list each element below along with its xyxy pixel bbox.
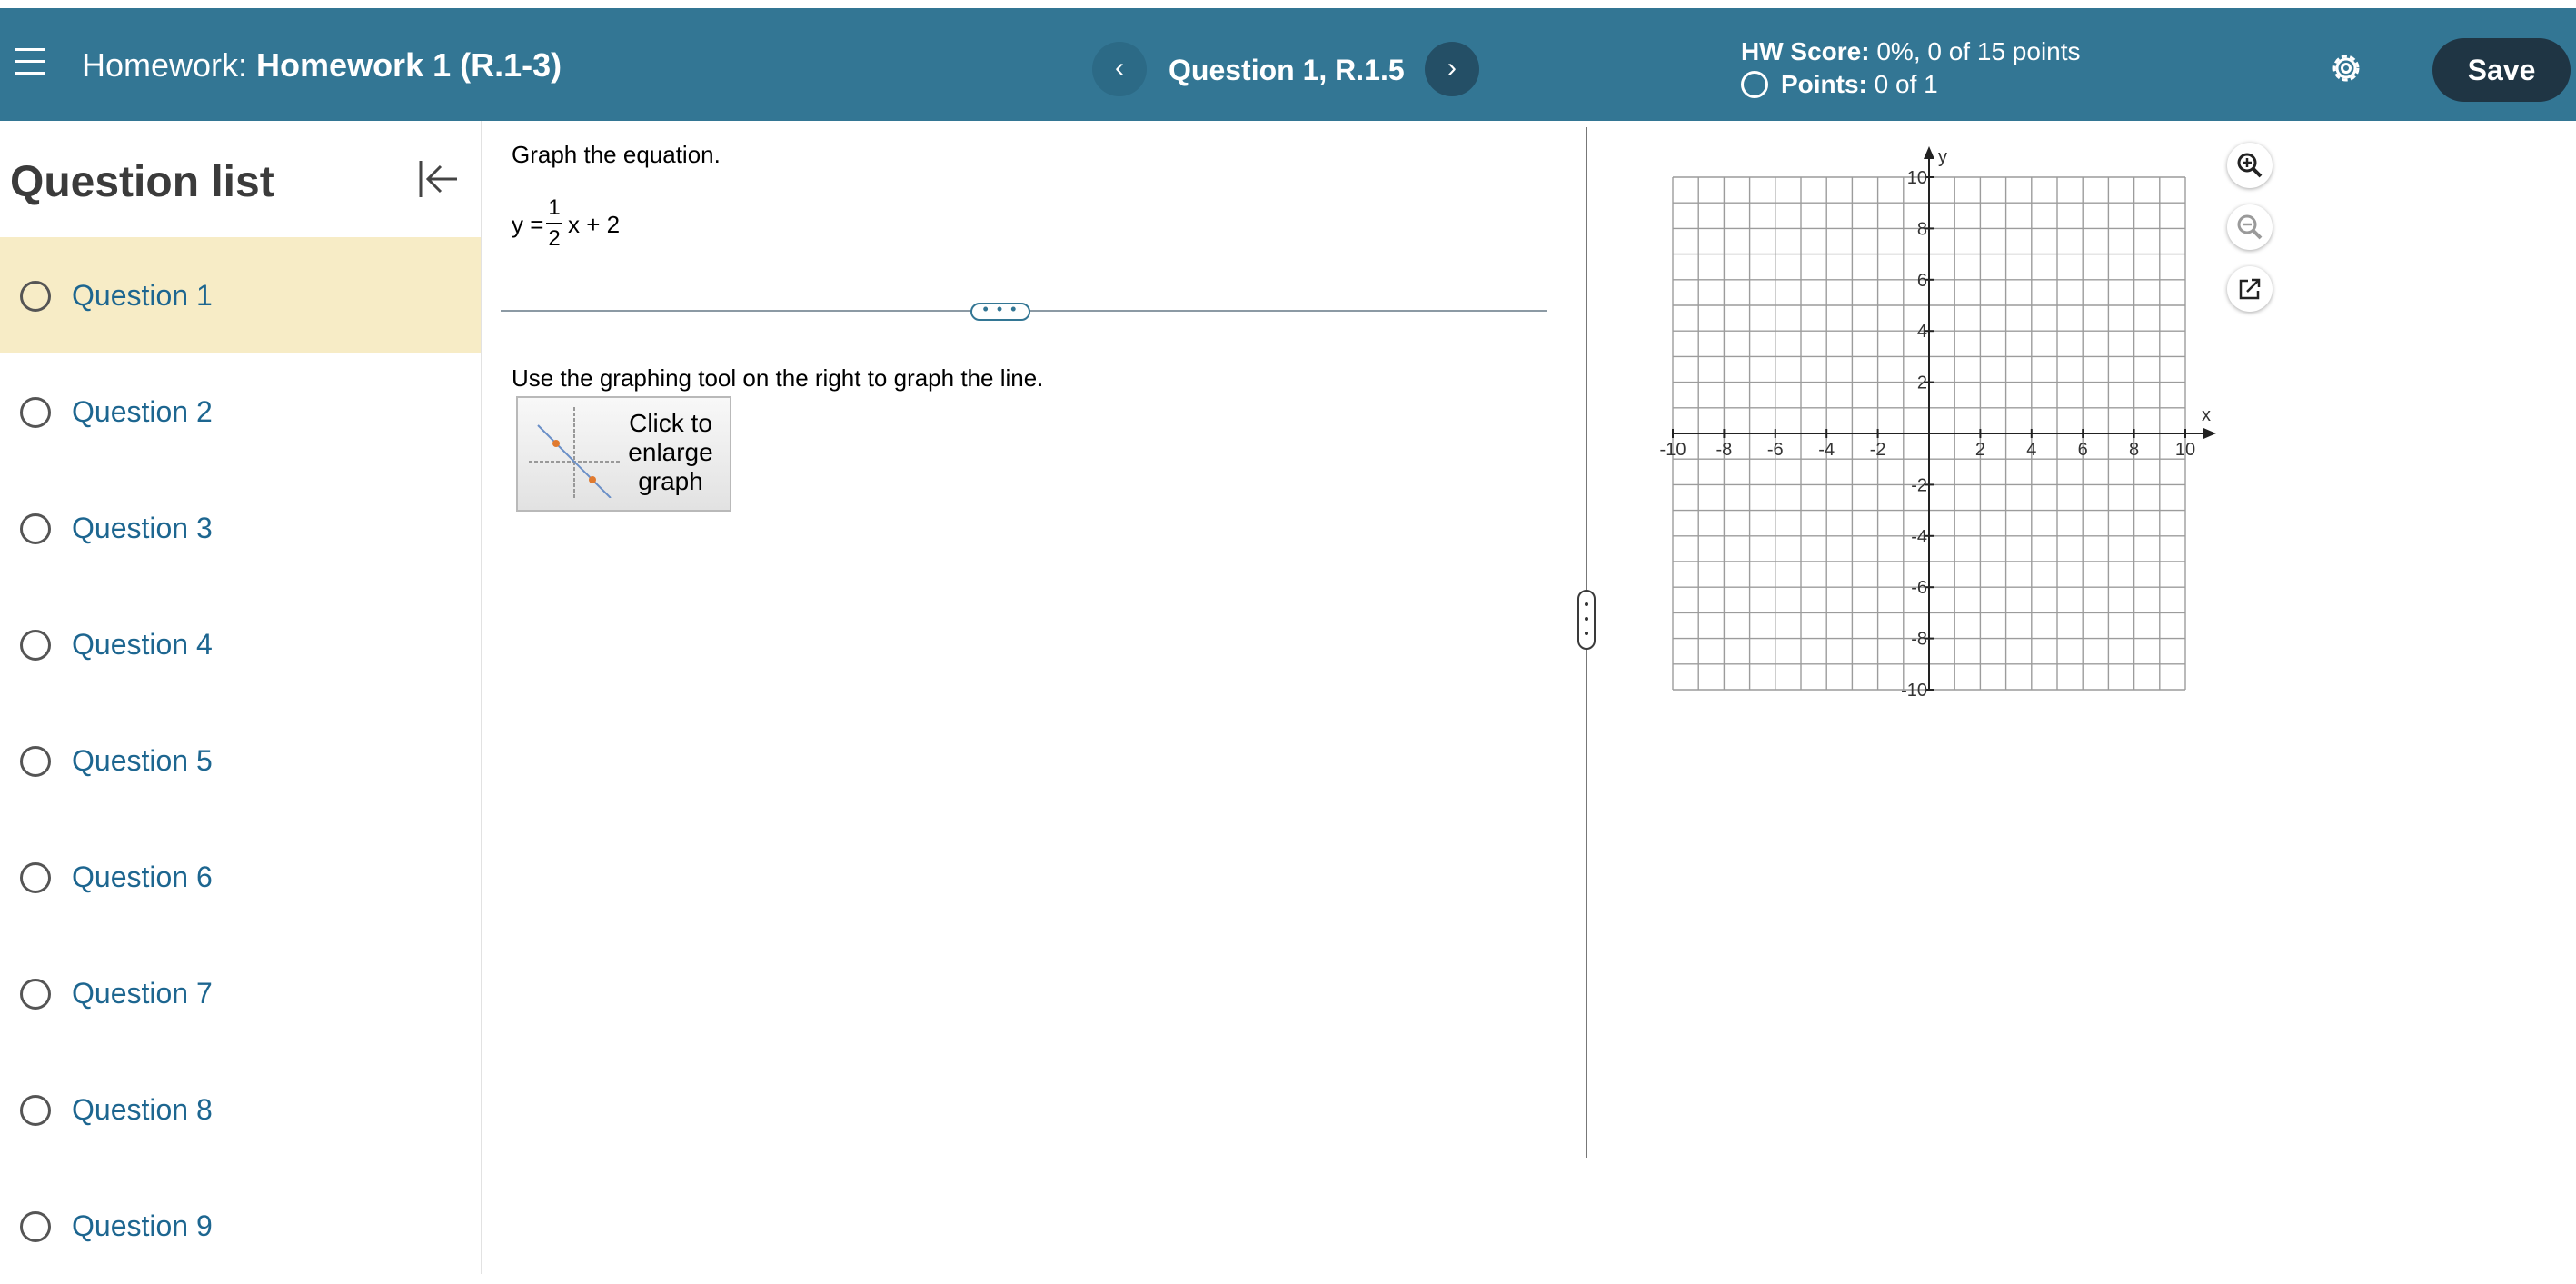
y-tick-label: -4: [1911, 526, 1927, 547]
question-list-item-label: Question 4: [72, 628, 213, 661]
status-circle-icon: [20, 979, 51, 1010]
save-button[interactable]: Save: [2432, 38, 2571, 102]
sidebar-item-question-1[interactable]: [0, 237, 481, 353]
coordinate-graph[interactable]: [1636, 136, 2235, 718]
zoom-in-icon[interactable]: [2227, 143, 2273, 188]
y-tick-label: 8: [1916, 219, 1927, 240]
status-circle-icon: [20, 630, 51, 661]
x-tick-label: -2: [1869, 440, 1886, 460]
vertical-splitter-handle[interactable]: [1577, 590, 1596, 650]
equation-lhs: y =: [512, 211, 544, 238]
equation-fraction: [546, 195, 562, 252]
enlarge-label-line-3: graph: [638, 467, 703, 495]
question-pane: [482, 121, 1586, 1157]
sidebar-item-question-5[interactable]: [0, 702, 481, 819]
y-tick-label: 10: [1906, 168, 1927, 188]
y-tick-label: -2: [1911, 475, 1927, 496]
zoom-out-icon[interactable]: [2227, 204, 2273, 250]
status-circle-icon: [20, 281, 51, 312]
collapse-left-icon[interactable]: [417, 157, 461, 201]
popout-icon[interactable]: [2227, 266, 2273, 312]
previous-question-button[interactable]: ‹: [1092, 42, 1147, 96]
question-prompt: Graph the equation.: [512, 141, 721, 168]
enlarge-graph-button[interactable]: [516, 396, 731, 512]
hamburger-menu-icon[interactable]: [15, 48, 45, 79]
homework-title: [82, 46, 562, 85]
status-circle-icon: [20, 397, 51, 428]
y-axis-label: y: [1938, 147, 1947, 167]
homework-prefix: Homework:: [82, 46, 248, 84]
question-list-sidebar: [0, 121, 482, 1274]
y-tick-label: -8: [1911, 629, 1927, 650]
question-list-item-label: Question 5: [72, 744, 213, 777]
fraction-bar: [546, 223, 562, 224]
fraction-denominator: 2: [548, 226, 561, 251]
points-status-icon: [1741, 71, 1768, 98]
sidebar-item-question-9[interactable]: [0, 1168, 481, 1284]
question-list-item-label: Question 9: [72, 1209, 213, 1242]
x-tick-label: 2: [1974, 440, 1985, 460]
points-value: 0 of 1: [1874, 70, 1938, 98]
sidebar-item-question-7[interactable]: [0, 935, 481, 1051]
enlarge-graph-label: [620, 409, 721, 496]
equation-rhs: x + 2: [568, 211, 621, 238]
graph-instruction: Use the graphing tool on the right to graph the line.: [512, 364, 1044, 392]
status-circle-icon: [20, 513, 51, 544]
y-tick-label: 2: [1916, 373, 1927, 393]
x-tick-label: 10: [2174, 440, 2196, 460]
sidebar-item-question-8[interactable]: [0, 1051, 481, 1168]
question-list-item-label: Question 1: [72, 279, 213, 312]
enlarge-label-line-2: enlarge: [628, 438, 713, 466]
sidebar-item-question-3[interactable]: [0, 470, 481, 586]
x-tick-label: 6: [2077, 440, 2088, 460]
question-list-item-label: Question 2: [72, 395, 213, 428]
hw-score: [1741, 37, 2081, 66]
sidebar-item-question-4[interactable]: [0, 586, 481, 702]
fraction-numerator: 1: [548, 195, 561, 220]
hw-score-value: 0%, 0 of 15 points: [1876, 37, 2081, 65]
question-list-item-label: Question 8: [72, 1093, 213, 1126]
x-axis-arrow: [2203, 428, 2216, 439]
top-bar: [0, 8, 2576, 121]
status-circle-icon: [20, 1095, 51, 1126]
y-tick-label: -10: [1901, 681, 1927, 701]
x-tick-label: -6: [1766, 440, 1784, 460]
next-question-button[interactable]: ›: [1425, 42, 1479, 96]
y-tick-label: 4: [1916, 322, 1927, 343]
points-label: Points:: [1781, 70, 1867, 98]
points: [1741, 70, 1938, 99]
question-list-item-label: Question 3: [72, 512, 213, 544]
question-list-item-label: Question 7: [72, 977, 213, 1010]
y-axis-arrow: [1924, 146, 1934, 159]
y-tick-label: 6: [1916, 270, 1927, 291]
divider-expand-handle[interactable]: • • •: [970, 303, 1030, 321]
sidebar-item-question-6[interactable]: [0, 819, 481, 935]
status-circle-icon: [20, 1211, 51, 1242]
sidebar-item-question-2[interactable]: [0, 353, 481, 470]
x-tick-label: 4: [2026, 440, 2037, 460]
x-tick-label: -8: [1716, 440, 1733, 460]
status-circle-icon: [20, 746, 51, 777]
hw-score-label: HW Score:: [1741, 37, 1870, 65]
question-title: Question 1, R.1.5: [1169, 54, 1405, 86]
enlarge-label-line-1: Click to: [629, 409, 712, 437]
question-list-item-label: Question 6: [72, 861, 213, 893]
x-tick-label: -4: [1818, 440, 1835, 460]
status-circle-icon: [20, 862, 51, 893]
question-list-title: Question list: [10, 158, 274, 206]
graph-thumbnail-icon: [529, 407, 620, 498]
x-tick-label: 8: [2129, 440, 2140, 460]
homework-name: Homework 1 (R.1-3): [256, 46, 562, 84]
gear-icon[interactable]: [2328, 50, 2364, 86]
x-axis-label: x: [2202, 405, 2211, 425]
y-tick-label: -6: [1911, 578, 1927, 599]
x-tick-label: -10: [1659, 440, 1686, 460]
